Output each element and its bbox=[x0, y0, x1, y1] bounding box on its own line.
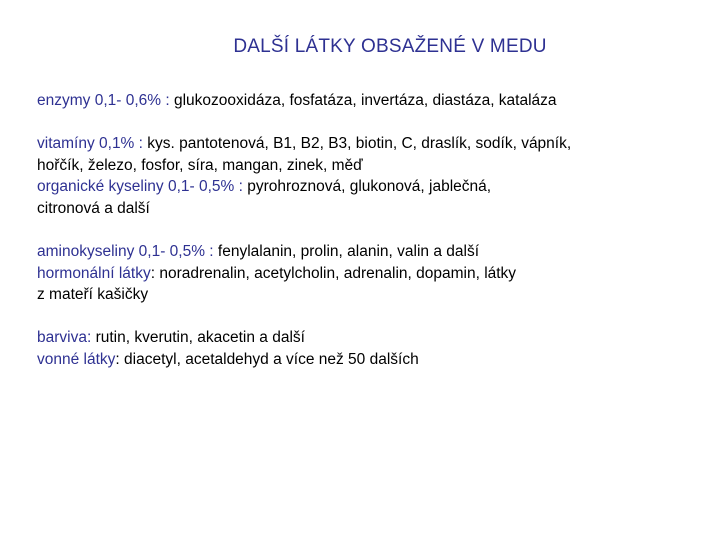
text-hormones-cont: z mateří kašičky bbox=[37, 286, 149, 303]
amino-line bbox=[37, 241, 707, 263]
hormones-line-1 bbox=[37, 263, 707, 285]
text-vitamins-cont: hořčík, železo, fosfor, síra, mangan, zinek, měď bbox=[37, 156, 363, 174]
text-aromas: : diacetyl, acetaldehyd a více než 50 dalších bbox=[115, 350, 419, 368]
term-vitamins: vitamíny 0,1% : bbox=[37, 135, 143, 152]
text-organic-acids-cont: citronová a další bbox=[37, 199, 150, 217]
vitamins-line-2 bbox=[37, 155, 707, 177]
colorants-line bbox=[37, 327, 707, 349]
hormones-line-2 bbox=[37, 284, 707, 306]
term-enzymes: enzymy 0,1- 0,6% : bbox=[37, 92, 170, 109]
text-hormones: : noradrenalin, acetylcholin, adrenalin, dopamin, látky bbox=[150, 264, 517, 282]
amino-hormones-block bbox=[37, 241, 707, 306]
text-amino-acids: fenylalanin, prolin, alanin, valin a další bbox=[213, 243, 479, 260]
text-enzymes: glukozooxidáza, fosfatáza, invertáza, diastáza, kataláza bbox=[169, 92, 557, 109]
page-title: DALŠÍ LÁTKY OBSAŽENÉ V MEDU bbox=[233, 36, 547, 57]
vitamins-line-1 bbox=[37, 133, 707, 155]
acids-line-1 bbox=[37, 176, 707, 198]
text-colorants: rutin, kverutin, akacetin a další bbox=[91, 329, 305, 346]
aromas-line bbox=[37, 349, 707, 371]
enzymes-line bbox=[37, 90, 707, 112]
term-hormones: hormonální látky bbox=[37, 264, 151, 282]
colorants-aromas-block bbox=[37, 327, 707, 370]
term-aromas: vonné látky bbox=[37, 350, 116, 368]
term-colorants: barviva: bbox=[37, 329, 92, 346]
term-organic-acids: organické kyseliny 0,1- 0,5% : bbox=[37, 178, 243, 195]
enzymes-block bbox=[37, 90, 707, 112]
text-organic-acids: pyrohroznová, glukonová, jablečná, bbox=[242, 178, 492, 195]
term-amino-acids: aminokyseliny 0,1- 0,5% : bbox=[37, 243, 214, 260]
vitamins-acids-block bbox=[37, 133, 707, 219]
acids-line-2 bbox=[37, 198, 707, 220]
text-vitamins: kys. pantotenová, B1, B2, B3, biotin, C, draslík, sodík, vápník, bbox=[142, 135, 572, 152]
